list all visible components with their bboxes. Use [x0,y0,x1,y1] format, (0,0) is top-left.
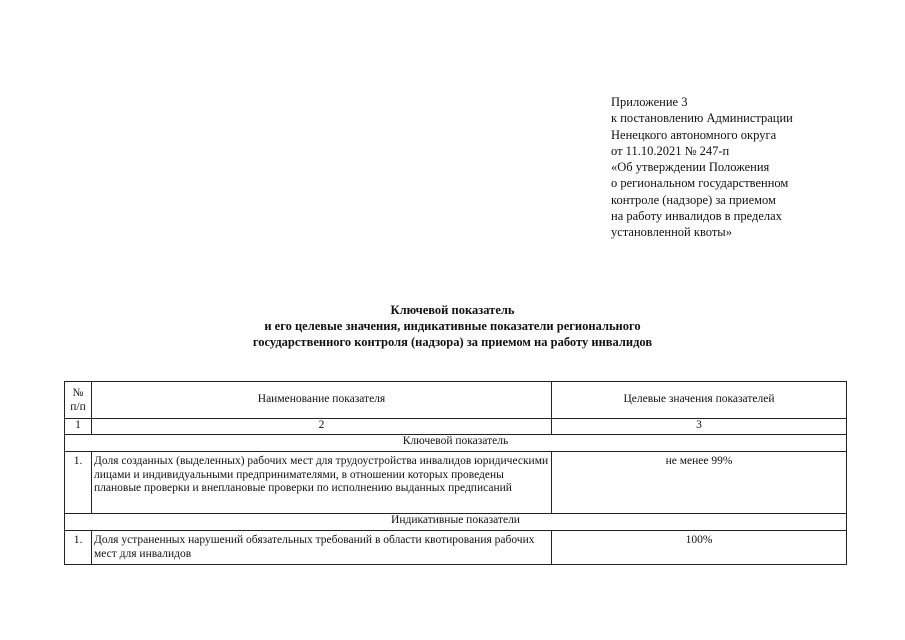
table-header-row [65,382,847,419]
appendix-line: «Об утверждении Положения [611,160,770,175]
indicative-section-row [65,514,847,531]
row-target: не менее 99% [552,452,847,514]
row-name: Доля созданных (выделенных) рабочих мест для трудоустройства инвалидов юридическими лицами и индивидуальными предпринимателями, в отношении которых проведены плановые проверки и внеплановые проверки по исполнению выданных предписаний [92,452,552,514]
appendix-line: на работу инвалидов в пределах [611,209,782,224]
title-line: государственного контроля (надзора) за приемом на работу инвалидов [252,335,653,349]
column-number: 3 [552,419,847,435]
appendix-block [611,94,871,241]
appendix-line: Ненецкого автономного округа [611,127,777,142]
row-name: Доля устраненных нарушений обязательных требований в области квотирования рабочих мест для инвалидов [92,531,552,565]
header-num-line1: № [72,387,84,399]
title-line: и его целевые значения, индикативные показатели регионального [264,319,641,333]
header-target: Целевые значения показателей [552,382,847,419]
indicative-section-label: Индикативные показатели [65,514,847,531]
key-section-row [65,435,847,452]
row-num: 1. [65,452,92,514]
appendix-line: контроле (надзоре) за приемом [611,192,776,207]
row-target: 100% [552,531,847,565]
indicators-table [64,381,847,565]
header-num-line2: п/п [70,401,86,413]
title-line: Ключевой показатель [390,303,515,317]
appendix-line: о региональном государственном [611,176,789,191]
table-row [65,531,847,565]
document-title [0,302,905,350]
column-number: 1 [65,419,92,435]
appendix-line: к постановлению Администрации [611,111,793,126]
appendix-line: от 11.10.2021 № 247-п [611,143,730,158]
appendix-line: Приложение 3 [611,95,688,109]
column-numbers-row [65,419,847,435]
key-section-label: Ключевой показатель [65,435,847,452]
appendix-line: установленной квоты» [611,225,732,240]
row-num: 1. [65,531,92,565]
table-row [65,452,847,514]
header-name: Наименование показателя [92,382,552,419]
header-num [65,382,92,419]
column-number: 2 [92,419,552,435]
